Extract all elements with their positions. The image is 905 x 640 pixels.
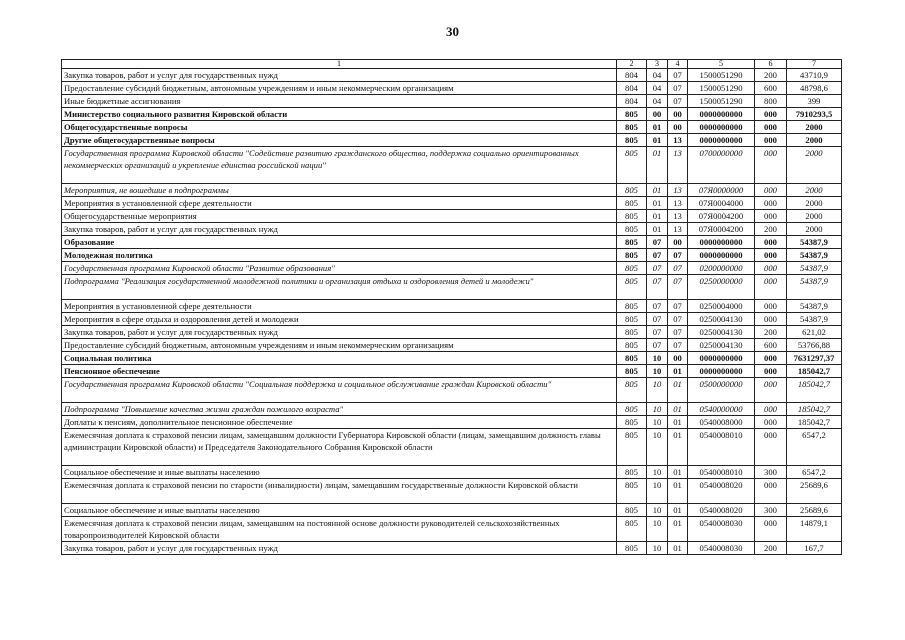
row-expense-type-cell: 000 (755, 479, 787, 504)
row-subsection-cell: 07 (668, 326, 688, 339)
row-name-cell: Закупка товаров, работ и услуг для государственных нужд (62, 223, 617, 236)
row-name-cell: Государственная программа Кировской области "Развитие образования" (62, 262, 617, 275)
table-row (62, 479, 842, 504)
row-target-code-cell: 0700000000 (688, 147, 755, 184)
row-name-cell: Социальное обеспечение и иные выплаты населению (62, 466, 617, 479)
table-row (62, 300, 842, 313)
row-name-cell: Иные бюджетные ассигнования (62, 95, 617, 108)
row-name-cell: Мероприятия в установленной сфере деятельности (62, 197, 617, 210)
row-ved-cell: 805 (617, 313, 647, 326)
row-expense-type-cell: 000 (755, 313, 787, 326)
row-amount-cell: 2000 (787, 134, 842, 147)
row-subsection-cell: 13 (668, 197, 688, 210)
row-expense-type-cell: 000 (755, 300, 787, 313)
row-section-cell: 01 (647, 147, 668, 184)
row-target-code-cell: 1500051290 (688, 95, 755, 108)
row-name-cell: Ежемесячная доплата к страховой пенсии по старости (инвалидности) лицам, замещавшим государственные должности Кировской области (62, 479, 617, 504)
row-expense-type-cell: 800 (755, 95, 787, 108)
row-expense-type-cell: 600 (755, 339, 787, 352)
row-target-code-cell: 07Я0004200 (688, 223, 755, 236)
row-ved-cell: 805 (617, 339, 647, 352)
row-ved-cell: 805 (617, 108, 647, 121)
row-amount-cell: 2000 (787, 121, 842, 134)
table-row (62, 339, 842, 352)
row-expense-type-cell: 000 (755, 147, 787, 184)
row-section-cell: 00 (647, 108, 668, 121)
row-target-code-cell: 0250004000 (688, 300, 755, 313)
row-name-cell: Ежемесячная доплата к страховой пенсии лицам, замещавшим на постоянной основе должности руководителей сельскохозяйственных товаропроизводителей Кировской области (62, 517, 617, 542)
row-amount-cell: 2000 (787, 147, 842, 184)
row-expense-type-cell: 200 (755, 542, 787, 555)
row-section-cell: 07 (647, 249, 668, 262)
page-number: 30 (446, 24, 459, 39)
row-name-cell: Закупка товаров, работ и услуг для государственных нужд (62, 69, 617, 82)
row-section-cell: 10 (647, 352, 668, 365)
row-section-cell: 10 (647, 365, 668, 378)
row-ved-cell: 805 (617, 365, 647, 378)
row-expense-type-cell: 000 (755, 262, 787, 275)
table-row (62, 352, 842, 365)
table-row (62, 95, 842, 108)
row-ved-cell: 805 (617, 275, 647, 300)
row-section-cell: 10 (647, 542, 668, 555)
row-amount-cell: 7910293,5 (787, 108, 842, 121)
row-expense-type-cell: 600 (755, 82, 787, 95)
row-ved-cell: 805 (617, 326, 647, 339)
row-target-code-cell: 0250004130 (688, 339, 755, 352)
row-target-code-cell: 0000000000 (688, 134, 755, 147)
row-target-code-cell: 1500051290 (688, 82, 755, 95)
row-amount-cell: 25689,6 (787, 504, 842, 517)
table-row (62, 326, 842, 339)
row-ved-cell: 805 (617, 197, 647, 210)
row-subsection-cell: 13 (668, 134, 688, 147)
row-section-cell: 10 (647, 504, 668, 517)
row-name-cell: Доплаты к пенсиям, дополнительное пенсионное обеспечение (62, 416, 617, 429)
row-expense-type-cell: 000 (755, 197, 787, 210)
row-expense-type-cell: 000 (755, 365, 787, 378)
row-ved-cell: 805 (617, 262, 647, 275)
row-expense-type-cell: 200 (755, 69, 787, 82)
row-amount-cell: 54387,9 (787, 275, 842, 300)
row-subsection-cell: 01 (668, 517, 688, 542)
row-amount-cell: 2000 (787, 184, 842, 197)
row-amount-cell: 7631297,37 (787, 352, 842, 365)
row-target-code-cell: 0200000000 (688, 262, 755, 275)
row-target-code-cell: 0000000000 (688, 121, 755, 134)
row-target-code-cell: 07Я0004000 (688, 197, 755, 210)
row-ved-cell: 805 (617, 300, 647, 313)
row-section-cell: 07 (647, 236, 668, 249)
row-subsection-cell: 07 (668, 262, 688, 275)
row-subsection-cell: 01 (668, 504, 688, 517)
row-expense-type-cell: 000 (755, 429, 787, 466)
row-amount-cell: 399 (787, 95, 842, 108)
row-section-cell: 10 (647, 466, 668, 479)
row-target-code-cell: 0000000000 (688, 365, 755, 378)
row-target-code-cell: 0540008030 (688, 542, 755, 555)
table-row (62, 249, 842, 262)
table-row (62, 313, 842, 326)
header-cell: 2 (617, 60, 647, 69)
row-name-cell: Мероприятия в сфере отдыха и оздоровления детей и молодежи (62, 313, 617, 326)
row-expense-type-cell: 000 (755, 108, 787, 121)
row-target-code-cell: 0540008030 (688, 517, 755, 542)
row-name-cell: Предоставление субсидий бюджетным, автономным учреждениям и иным некоммерческим организациям (62, 82, 617, 95)
row-section-cell: 01 (647, 134, 668, 147)
row-name-cell: Министерство социального развития Кировской области (62, 108, 617, 121)
table-row (62, 69, 842, 82)
table-row (62, 134, 842, 147)
row-ved-cell: 805 (617, 210, 647, 223)
row-name-cell: Молодежная политика (62, 249, 617, 262)
table-row (62, 121, 842, 134)
table-row (62, 223, 842, 236)
row-amount-cell: 25689,6 (787, 479, 842, 504)
row-ved-cell: 805 (617, 429, 647, 466)
row-amount-cell: 2000 (787, 223, 842, 236)
row-subsection-cell: 07 (668, 249, 688, 262)
row-section-cell: 10 (647, 416, 668, 429)
row-expense-type-cell: 000 (755, 416, 787, 429)
row-ved-cell: 805 (617, 542, 647, 555)
row-target-code-cell: 0540008020 (688, 479, 755, 504)
row-ved-cell: 805 (617, 249, 647, 262)
row-subsection-cell: 01 (668, 542, 688, 555)
table-row (62, 236, 842, 249)
table-row (62, 147, 842, 184)
table-row (62, 108, 842, 121)
row-target-code-cell: 0250004130 (688, 326, 755, 339)
row-amount-cell: 185042,7 (787, 378, 842, 403)
row-subsection-cell: 01 (668, 466, 688, 479)
table-header-row (62, 60, 842, 69)
row-subsection-cell: 01 (668, 416, 688, 429)
row-expense-type-cell: 000 (755, 352, 787, 365)
row-subsection-cell: 00 (668, 352, 688, 365)
row-name-cell: Закупка товаров, работ и услуг для государственных нужд (62, 326, 617, 339)
row-expense-type-cell: 000 (755, 210, 787, 223)
row-expense-type-cell: 000 (755, 121, 787, 134)
row-target-code-cell: 0540008010 (688, 466, 755, 479)
row-expense-type-cell: 000 (755, 517, 787, 542)
row-amount-cell: 185042,7 (787, 365, 842, 378)
row-name-cell: Социальное обеспечение и иные выплаты населению (62, 504, 617, 517)
table-row (62, 466, 842, 479)
table-row (62, 184, 842, 197)
row-subsection-cell: 01 (668, 479, 688, 504)
row-expense-type-cell: 200 (755, 326, 787, 339)
row-expense-type-cell: 000 (755, 403, 787, 416)
row-ved-cell: 805 (617, 378, 647, 403)
row-amount-cell: 54387,9 (787, 249, 842, 262)
budget-table (61, 59, 842, 555)
row-subsection-cell: 07 (668, 69, 688, 82)
table-row (62, 542, 842, 555)
table-row (62, 429, 842, 466)
row-amount-cell: 2000 (787, 210, 842, 223)
row-target-code-cell: 0540000000 (688, 403, 755, 416)
row-expense-type-cell: 300 (755, 504, 787, 517)
row-amount-cell: 43710,9 (787, 69, 842, 82)
row-section-cell: 01 (647, 223, 668, 236)
row-ved-cell: 804 (617, 82, 647, 95)
row-ved-cell: 805 (617, 184, 647, 197)
row-name-cell: Государственная программа Кировской области "Содействие развитию гражданского общества, поддержка социально ориентированных некоммерческих организаций и укрепление единства российской нации" (62, 147, 617, 184)
row-amount-cell: 53766,88 (787, 339, 842, 352)
row-amount-cell: 14879,1 (787, 517, 842, 542)
row-expense-type-cell: 000 (755, 275, 787, 300)
row-target-code-cell: 0500000000 (688, 378, 755, 403)
table-row (62, 378, 842, 403)
row-target-code-cell: 0000000000 (688, 108, 755, 121)
row-ved-cell: 805 (617, 504, 647, 517)
row-subsection-cell: 01 (668, 429, 688, 466)
row-name-cell: Социальная политика (62, 352, 617, 365)
table-row (62, 262, 842, 275)
row-target-code-cell: 0540008010 (688, 429, 755, 466)
row-subsection-cell: 07 (668, 95, 688, 108)
row-section-cell: 10 (647, 517, 668, 542)
row-section-cell: 07 (647, 326, 668, 339)
row-target-code-cell: 0250000000 (688, 275, 755, 300)
row-amount-cell: 2000 (787, 197, 842, 210)
row-name-cell: Общегосударственные мероприятия (62, 210, 617, 223)
row-target-code-cell: 1500051290 (688, 69, 755, 82)
row-target-code-cell: 0000000000 (688, 352, 755, 365)
row-section-cell: 10 (647, 403, 668, 416)
row-section-cell: 04 (647, 69, 668, 82)
table-row (62, 82, 842, 95)
row-target-code-cell: 0540008020 (688, 504, 755, 517)
row-amount-cell: 54387,9 (787, 262, 842, 275)
row-subsection-cell: 07 (668, 313, 688, 326)
row-target-code-cell: 0540008000 (688, 416, 755, 429)
row-section-cell: 01 (647, 197, 668, 210)
header-cell: 6 (755, 60, 787, 69)
row-name-cell: Подпрограмма "Повышение качества жизни граждан пожилого возраста" (62, 403, 617, 416)
row-ved-cell: 805 (617, 517, 647, 542)
row-subsection-cell: 13 (668, 210, 688, 223)
row-section-cell: 04 (647, 95, 668, 108)
row-ved-cell: 805 (617, 134, 647, 147)
row-name-cell: Другие общегосударственные вопросы (62, 134, 617, 147)
row-ved-cell: 805 (617, 121, 647, 134)
row-subsection-cell: 13 (668, 147, 688, 184)
row-name-cell: Пенсионное обеспечение (62, 365, 617, 378)
row-subsection-cell: 01 (668, 403, 688, 416)
row-ved-cell: 805 (617, 236, 647, 249)
row-amount-cell: 6547,2 (787, 429, 842, 466)
row-expense-type-cell: 000 (755, 378, 787, 403)
row-section-cell: 07 (647, 339, 668, 352)
row-ved-cell: 805 (617, 223, 647, 236)
row-subsection-cell: 00 (668, 108, 688, 121)
row-expense-type-cell: 000 (755, 184, 787, 197)
table-row (62, 275, 842, 300)
table-row (62, 365, 842, 378)
row-name-cell: Подпрограмма "Реализация государственной молодежной политики и организация отдыха и оздоровления детей и молодежи" (62, 275, 617, 300)
row-ved-cell: 805 (617, 403, 647, 416)
row-ved-cell: 805 (617, 479, 647, 504)
row-amount-cell: 6547,2 (787, 466, 842, 479)
row-amount-cell: 48798,6 (787, 82, 842, 95)
header-cell: 1 (62, 60, 617, 69)
header-cell: 4 (668, 60, 688, 69)
row-name-cell: Государственная программа Кировской области "Социальная поддержка и социальное обслуживание граждан Кировской области" (62, 378, 617, 403)
row-expense-type-cell: 200 (755, 223, 787, 236)
row-expense-type-cell: 000 (755, 249, 787, 262)
row-section-cell: 10 (647, 479, 668, 504)
row-ved-cell: 805 (617, 352, 647, 365)
table-row (62, 197, 842, 210)
row-subsection-cell: 00 (668, 236, 688, 249)
row-subsection-cell: 07 (668, 275, 688, 300)
row-section-cell: 04 (647, 82, 668, 95)
row-target-code-cell: 0000000000 (688, 236, 755, 249)
row-subsection-cell: 13 (668, 184, 688, 197)
header-cell: 5 (688, 60, 755, 69)
row-section-cell: 01 (647, 121, 668, 134)
row-ved-cell: 804 (617, 69, 647, 82)
row-expense-type-cell: 000 (755, 134, 787, 147)
row-subsection-cell: 07 (668, 339, 688, 352)
row-section-cell: 07 (647, 300, 668, 313)
row-ved-cell: 805 (617, 466, 647, 479)
row-section-cell: 07 (647, 313, 668, 326)
table-row (62, 517, 842, 542)
row-amount-cell: 185042,7 (787, 403, 842, 416)
row-amount-cell: 185042,7 (787, 416, 842, 429)
row-amount-cell: 54387,9 (787, 300, 842, 313)
row-name-cell: Мероприятия, не вошедшие в подпрограммы (62, 184, 617, 197)
row-target-code-cell: 07Я0000000 (688, 184, 755, 197)
row-amount-cell: 54387,9 (787, 313, 842, 326)
row-subsection-cell: 01 (668, 378, 688, 403)
table-row (62, 504, 842, 517)
row-target-code-cell: 07Я0004200 (688, 210, 755, 223)
row-ved-cell: 805 (617, 147, 647, 184)
table-row (62, 210, 842, 223)
row-subsection-cell: 07 (668, 300, 688, 313)
row-amount-cell: 167,7 (787, 542, 842, 555)
table-row (62, 403, 842, 416)
row-expense-type-cell: 000 (755, 236, 787, 249)
row-section-cell: 10 (647, 378, 668, 403)
table-row (62, 416, 842, 429)
row-ved-cell: 805 (617, 416, 647, 429)
row-name-cell: Общегосударственные вопросы (62, 121, 617, 134)
row-ved-cell: 804 (617, 95, 647, 108)
row-amount-cell: 621,02 (787, 326, 842, 339)
row-subsection-cell: 07 (668, 82, 688, 95)
row-target-code-cell: 0000000000 (688, 249, 755, 262)
row-subsection-cell: 00 (668, 121, 688, 134)
row-name-cell: Образование (62, 236, 617, 249)
row-amount-cell: 54387,9 (787, 236, 842, 249)
row-name-cell: Предоставление субсидий бюджетным, автономным учреждениям и иным некоммерческим организациям (62, 339, 617, 352)
row-section-cell: 10 (647, 429, 668, 466)
row-section-cell: 07 (647, 275, 668, 300)
row-subsection-cell: 13 (668, 223, 688, 236)
row-name-cell: Закупка товаров, работ и услуг для государственных нужд (62, 542, 617, 555)
row-section-cell: 01 (647, 210, 668, 223)
row-name-cell: Ежемесячная доплата к страховой пенсии лицам, замещавшим должности Губернатора Кировской области (лицам, замещавшим должность главы администрации Кировской области) и Председателя Законодательного Собрания Кировской области (62, 429, 617, 466)
row-name-cell: Мероприятия в установленной сфере деятельности (62, 300, 617, 313)
header-cell: 7 (787, 60, 842, 69)
row-target-code-cell: 0250004130 (688, 313, 755, 326)
header-cell: 3 (647, 60, 668, 69)
row-expense-type-cell: 300 (755, 466, 787, 479)
row-subsection-cell: 01 (668, 365, 688, 378)
row-section-cell: 07 (647, 262, 668, 275)
row-section-cell: 01 (647, 184, 668, 197)
